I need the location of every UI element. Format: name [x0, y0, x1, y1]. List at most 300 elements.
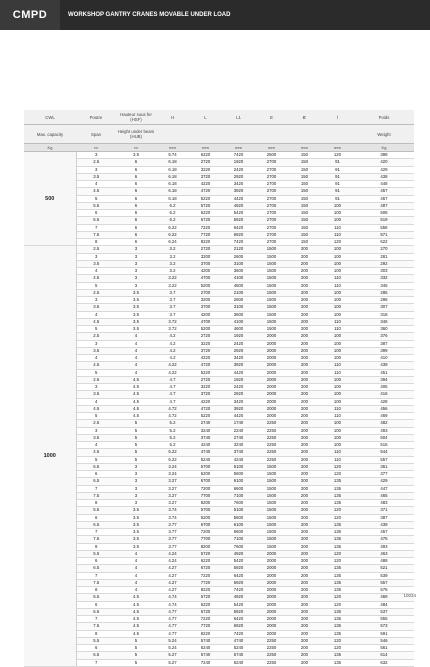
- table-cell: 4420: [222, 413, 255, 420]
- subheader-cell: Weight: [354, 125, 414, 144]
- table-cell: 2.5: [76, 376, 116, 383]
- table-cell: 3420: [222, 398, 255, 405]
- table-cell: 7600: [222, 543, 255, 550]
- table-cell: 4.22: [156, 369, 189, 376]
- table-cell: 3.74: [156, 507, 189, 514]
- table-cell: 410: [354, 355, 414, 362]
- table-cell: 3.5: [116, 297, 156, 304]
- table-cell: 200: [288, 616, 321, 623]
- table-cell: 467: [354, 195, 414, 202]
- table-row: [24, 420, 414, 427]
- table-cell: 6: [116, 181, 156, 188]
- table-cell: 6.22: [156, 231, 189, 238]
- table-cell: 1500: [255, 326, 288, 333]
- table-cell: 1500: [255, 282, 288, 289]
- table-cell: 3: [76, 166, 116, 173]
- table-cell: 100: [321, 398, 354, 405]
- table-cell: 5200: [189, 326, 222, 333]
- unit-cell: mm: [222, 144, 255, 152]
- unit-cell: mm: [321, 144, 354, 152]
- table-row: [24, 558, 414, 565]
- table-cell: 614: [354, 652, 414, 659]
- table-cell: 91: [321, 173, 354, 180]
- header-cell: l: [321, 110, 354, 125]
- table-row: [24, 275, 414, 282]
- table-cell: 7720: [189, 579, 222, 586]
- table-cell: 200: [288, 304, 321, 311]
- table-cell: 200: [288, 420, 321, 427]
- table-cell: 5420: [222, 601, 255, 608]
- table-cell: 4.7: [156, 391, 189, 398]
- table-cell: 2100: [222, 289, 255, 296]
- table-row: [24, 289, 414, 296]
- table-cell: 4: [76, 311, 116, 318]
- table-cell: 150: [288, 152, 321, 159]
- table-cell: 482: [354, 420, 414, 427]
- table-cell: 6200: [189, 471, 222, 478]
- table-cell: 91: [321, 195, 354, 202]
- table-row: [24, 645, 414, 652]
- table-row: [24, 304, 414, 311]
- table-cell: 200: [288, 427, 321, 434]
- table-cell: 200: [288, 630, 321, 637]
- table-cell: 3220: [189, 384, 222, 391]
- table-cell: 3700: [189, 260, 222, 267]
- table-row: [24, 239, 414, 246]
- table-cell: 6: [116, 202, 156, 209]
- table-cell: 200: [288, 550, 321, 557]
- table-cell: 3200: [189, 253, 222, 260]
- table-row: [24, 173, 414, 180]
- table-cell: 387: [354, 340, 414, 347]
- table-cell: 5420: [222, 558, 255, 565]
- table-cell: 7: [76, 572, 116, 579]
- table-cell: 120: [321, 152, 354, 159]
- table-cell: 3720: [189, 391, 222, 398]
- table-cell: 2420: [222, 384, 255, 391]
- table-cell: 6.18: [156, 195, 189, 202]
- table-cell: 3.5: [76, 347, 116, 354]
- table-cell: 3: [116, 282, 156, 289]
- table-cell: 493: [354, 543, 414, 550]
- table-row: [24, 529, 414, 536]
- table-cell: 4.27: [156, 565, 189, 572]
- subheader-cell: Max. capacity: [24, 125, 76, 144]
- table-cell: 5920: [222, 565, 255, 572]
- table-cell: 2250: [255, 427, 288, 434]
- table-cell: 135: [321, 659, 354, 666]
- table-cell: 100: [321, 311, 354, 318]
- table-row: [24, 318, 414, 325]
- table-cell: 6.5: [76, 608, 116, 615]
- table-cell: 5: [116, 434, 156, 441]
- table-row: [24, 297, 414, 304]
- table-cell: 3: [76, 340, 116, 347]
- table-cell: 3.5: [76, 304, 116, 311]
- table-cell: 484: [354, 601, 414, 608]
- table-cell: 135: [321, 572, 354, 579]
- table-cell: 4100: [222, 275, 255, 282]
- table-cell: 447: [354, 485, 414, 492]
- table-cell: 3920: [222, 405, 255, 412]
- table-cell: 200: [288, 398, 321, 405]
- table-cell: 5: [116, 449, 156, 456]
- table-cell: 6100: [222, 478, 255, 485]
- table-cell: 2250: [255, 442, 288, 449]
- table-cell: 5.2: [156, 442, 189, 449]
- table-cell: 4720: [189, 405, 222, 412]
- units-header-row: [24, 144, 414, 152]
- table-cell: 7220: [189, 572, 222, 579]
- table-cell: 100: [321, 202, 354, 209]
- table-cell: 4.2: [156, 333, 189, 340]
- table-cell: 521: [354, 565, 414, 572]
- table-cell: 8220: [189, 587, 222, 594]
- table-cell: 2600: [222, 297, 255, 304]
- table-cell: 2000: [255, 565, 288, 572]
- table-cell: 6: [76, 558, 116, 565]
- table-cell: 7: [76, 224, 116, 231]
- table-cell: 110: [321, 456, 354, 463]
- table-cell: 6.2: [156, 217, 189, 224]
- table-row: [24, 224, 414, 231]
- table-cell: 1740: [222, 420, 255, 427]
- table-cell: 2740: [222, 434, 255, 441]
- table-cell: 4.72: [156, 405, 189, 412]
- table-cell: 150: [288, 224, 321, 231]
- table-cell: 5200: [189, 282, 222, 289]
- table-cell: 6.18: [156, 181, 189, 188]
- table-cell: 557: [354, 456, 414, 463]
- capacity-cell: 500: [24, 152, 76, 246]
- table-row: [24, 362, 414, 369]
- table-cell: 398: [354, 152, 414, 159]
- table-cell: 5: [76, 195, 116, 202]
- table-cell: 5100: [222, 507, 255, 514]
- table-cell: 4: [116, 572, 156, 579]
- table-row: [24, 659, 414, 666]
- table-cell: 1500: [255, 514, 288, 521]
- table-cell: 2000: [255, 362, 288, 369]
- table-cell: 6220: [189, 558, 222, 565]
- subheader-cell: [288, 125, 321, 144]
- table-row: [24, 166, 414, 173]
- table-cell: 6: [116, 188, 156, 195]
- header-cell: Hauteur sous fer (HSF): [116, 110, 156, 125]
- table-cell: 537: [354, 608, 414, 615]
- table-cell: 2250: [255, 449, 288, 456]
- table-row: [24, 587, 414, 594]
- table-cell: 6420: [222, 572, 255, 579]
- table-cell: 3100: [222, 260, 255, 267]
- table-cell: 4200: [189, 268, 222, 275]
- table-cell: 200: [288, 442, 321, 449]
- table-cell: 591: [354, 630, 414, 637]
- table-cell: 3: [116, 246, 156, 253]
- table-cell: 120: [321, 514, 354, 521]
- table-cell: 346: [354, 318, 414, 325]
- table-row: [24, 282, 414, 289]
- table-row: [24, 333, 414, 340]
- table-cell: 100: [321, 217, 354, 224]
- table-cell: 200: [288, 572, 321, 579]
- table-cell: 5740: [189, 637, 222, 644]
- table-cell: 120: [321, 239, 354, 246]
- table-cell: 2000: [255, 601, 288, 608]
- table-cell: 7200: [189, 529, 222, 536]
- table-cell: 4.2: [156, 340, 189, 347]
- table-cell: 4740: [189, 449, 222, 456]
- table-cell: 7220: [189, 224, 222, 231]
- table-cell: 332: [354, 275, 414, 282]
- table-cell: 4.5: [116, 630, 156, 637]
- table-cell: 4.24: [156, 558, 189, 565]
- table-cell: 6.18: [156, 166, 189, 173]
- table-cell: 5600: [222, 471, 255, 478]
- unit-cell: m: [76, 144, 116, 152]
- table-cell: 4720: [189, 362, 222, 369]
- table-cell: 3.5: [116, 543, 156, 550]
- table-cell: 3.2: [156, 268, 189, 275]
- table-cell: 2420: [222, 166, 255, 173]
- table-cell: 2720: [189, 376, 222, 383]
- table-cell: 2700: [255, 195, 288, 202]
- table-cell: 399: [354, 347, 414, 354]
- table-cell: 200: [288, 369, 321, 376]
- table-cell: 5: [116, 442, 156, 449]
- table-cell: 4.5: [116, 384, 156, 391]
- table-cell: 5740: [222, 652, 255, 659]
- unit-cell: mm: [255, 144, 288, 152]
- table-cell: 100: [321, 289, 354, 296]
- table-cell: 4200: [189, 311, 222, 318]
- table-cell: 2920: [222, 173, 255, 180]
- table-cell: 150: [288, 181, 321, 188]
- table-cell: 5.5: [76, 463, 116, 470]
- table-cell: 2700: [189, 289, 222, 296]
- table-cell: 376: [354, 333, 414, 340]
- table-cell: 6: [76, 514, 116, 521]
- table-cell: 5100: [222, 463, 255, 470]
- table-cell: 4.5: [116, 601, 156, 608]
- table-cell: 539: [354, 572, 414, 579]
- table-cell: 4: [116, 347, 156, 354]
- table-cell: 4.5: [76, 275, 116, 282]
- table-cell: 100: [321, 434, 354, 441]
- table-row: [24, 427, 414, 434]
- table-row: [24, 536, 414, 543]
- table-cell: 457: [354, 529, 414, 536]
- table-cell: 3.7: [156, 311, 189, 318]
- table-cell: 8: [76, 500, 116, 507]
- header-cell: Poids: [354, 110, 414, 125]
- table-cell: 3.27: [156, 500, 189, 507]
- table-cell: 1500: [255, 311, 288, 318]
- table-cell: 6.5: [76, 652, 116, 659]
- table-cell: 3: [76, 427, 116, 434]
- table-cell: 6: [116, 239, 156, 246]
- table-cell: 3: [116, 275, 156, 282]
- table-cell: 4: [76, 442, 116, 449]
- table-cell: 4.27: [156, 579, 189, 586]
- table-cell: 4.2: [156, 355, 189, 362]
- table-cell: 150: [288, 188, 321, 195]
- table-cell: 3.5: [116, 152, 156, 159]
- table-cell: 3240: [189, 427, 222, 434]
- table-cell: 100: [321, 260, 354, 267]
- table-cell: 6: [116, 210, 156, 217]
- table-cell: 1500: [255, 492, 288, 499]
- table-cell: 456: [354, 405, 414, 412]
- table-cell: 622: [354, 239, 414, 246]
- table-row: [24, 152, 414, 159]
- table-cell: 2420: [222, 340, 255, 347]
- table-cell: 5: [116, 456, 156, 463]
- table-cell: 100: [321, 391, 354, 398]
- table-cell: 504: [354, 434, 414, 441]
- table-row: [24, 637, 414, 644]
- table-row: [24, 195, 414, 202]
- table-cell: 3: [76, 152, 116, 159]
- table-cell: 2000: [255, 594, 288, 601]
- table-row: [24, 188, 414, 195]
- table-cell: 5220: [189, 413, 222, 420]
- table-cell: 4.5: [116, 594, 156, 601]
- table-cell: 150: [288, 210, 321, 217]
- table-cell: 4420: [222, 195, 255, 202]
- table-cell: 3.2: [156, 253, 189, 260]
- table-cell: 3220: [189, 166, 222, 173]
- table-cell: 6.22: [156, 224, 189, 231]
- table-cell: 1500: [255, 253, 288, 260]
- table-cell: 110: [321, 326, 354, 333]
- table-cell: 3700: [189, 304, 222, 311]
- table-cell: 3.77: [156, 529, 189, 536]
- table-cell: 2000: [255, 572, 288, 579]
- table-cell: 429: [354, 478, 414, 485]
- table-cell: 508: [354, 210, 414, 217]
- table-cell: 2700: [255, 166, 288, 173]
- table-cell: 150: [288, 231, 321, 238]
- table-row: [24, 405, 414, 412]
- table-cell: 4.5: [116, 405, 156, 412]
- table-cell: 1920: [222, 333, 255, 340]
- table-cell: 4.27: [156, 587, 189, 594]
- table-cell: 120: [321, 463, 354, 470]
- table-cell: 6600: [222, 485, 255, 492]
- table-cell: 546: [354, 637, 414, 644]
- table-cell: 2000: [255, 623, 288, 630]
- mid-header-row: [24, 125, 414, 144]
- table-cell: 3920: [222, 188, 255, 195]
- table-cell: 2000: [255, 398, 288, 405]
- header-cell: H: [156, 110, 189, 125]
- table-cell: 8: [76, 630, 116, 637]
- table-cell: 200: [288, 413, 321, 420]
- table-cell: 6.2: [156, 202, 189, 209]
- table-cell: 4: [116, 362, 156, 369]
- table-row: [24, 507, 414, 514]
- table-cell: 448: [354, 181, 414, 188]
- header-cell: CWL: [24, 110, 76, 125]
- table-cell: 1500: [255, 471, 288, 478]
- table-cell: 4600: [222, 326, 255, 333]
- table-cell: 2250: [255, 645, 288, 652]
- table-cell: 318: [354, 311, 414, 318]
- table-cell: 100: [321, 347, 354, 354]
- table-cell: 200: [288, 500, 321, 507]
- table-cell: 200: [288, 507, 321, 514]
- table-cell: 200: [288, 565, 321, 572]
- table-cell: 4.5: [116, 391, 156, 398]
- table-row: [24, 616, 414, 623]
- table-cell: 463: [354, 550, 414, 557]
- table-cell: 2.5: [76, 420, 116, 427]
- table-cell: 200: [288, 463, 321, 470]
- table-cell: 6.18: [156, 159, 189, 166]
- table-cell: 6420: [222, 224, 255, 231]
- table-cell: 2120: [222, 246, 255, 253]
- table-cell: 6100: [222, 521, 255, 528]
- table-cell: 4700: [189, 318, 222, 325]
- page-header: [0, 0, 430, 30]
- table-cell: 200: [288, 391, 321, 398]
- table-cell: 4420: [222, 369, 255, 376]
- specification-table-container: [24, 110, 414, 667]
- table-cell: 3.5: [116, 521, 156, 528]
- table-cell: 5.27: [156, 652, 189, 659]
- table-cell: 200: [288, 594, 321, 601]
- table-cell: 135: [321, 587, 354, 594]
- table-cell: 2700: [255, 239, 288, 246]
- table-cell: 2250: [255, 456, 288, 463]
- table-cell: 4.5: [76, 188, 116, 195]
- table-cell: 4: [116, 587, 156, 594]
- table-cell: 6.5: [76, 217, 116, 224]
- table-cell: 2700: [255, 231, 288, 238]
- table-cell: 6.18: [156, 188, 189, 195]
- table-cell: 135: [321, 485, 354, 492]
- table-cell: 7.5: [76, 623, 116, 630]
- table-cell: 2700: [255, 188, 288, 195]
- table-cell: 4: [116, 579, 156, 586]
- table-cell: 5: [116, 637, 156, 644]
- table-cell: 1500: [255, 543, 288, 550]
- table-cell: 2000: [255, 376, 288, 383]
- table-cell: 2000: [255, 391, 288, 398]
- table-cell: 4.24: [156, 550, 189, 557]
- table-cell: 1500: [255, 521, 288, 528]
- table-row: [24, 355, 414, 362]
- table-cell: 3.27: [156, 492, 189, 499]
- table-cell: 1920: [222, 376, 255, 383]
- table-cell: 1500: [255, 275, 288, 282]
- table-cell: 2.5: [76, 159, 116, 166]
- table-row: [24, 311, 414, 318]
- table-cell: 483: [354, 500, 414, 507]
- table-cell: 3: [76, 297, 116, 304]
- table-cell: 200: [288, 260, 321, 267]
- header-cell: L1: [222, 110, 255, 125]
- table-cell: 7.5: [76, 492, 116, 499]
- table-cell: 3.24: [156, 471, 189, 478]
- table-cell: 8220: [189, 239, 222, 246]
- table-cell: 8: [76, 543, 116, 550]
- table-cell: 2700: [255, 224, 288, 231]
- table-cell: 4.5: [116, 616, 156, 623]
- table-cell: 6.5: [76, 521, 116, 528]
- table-cell: 2000: [255, 616, 288, 623]
